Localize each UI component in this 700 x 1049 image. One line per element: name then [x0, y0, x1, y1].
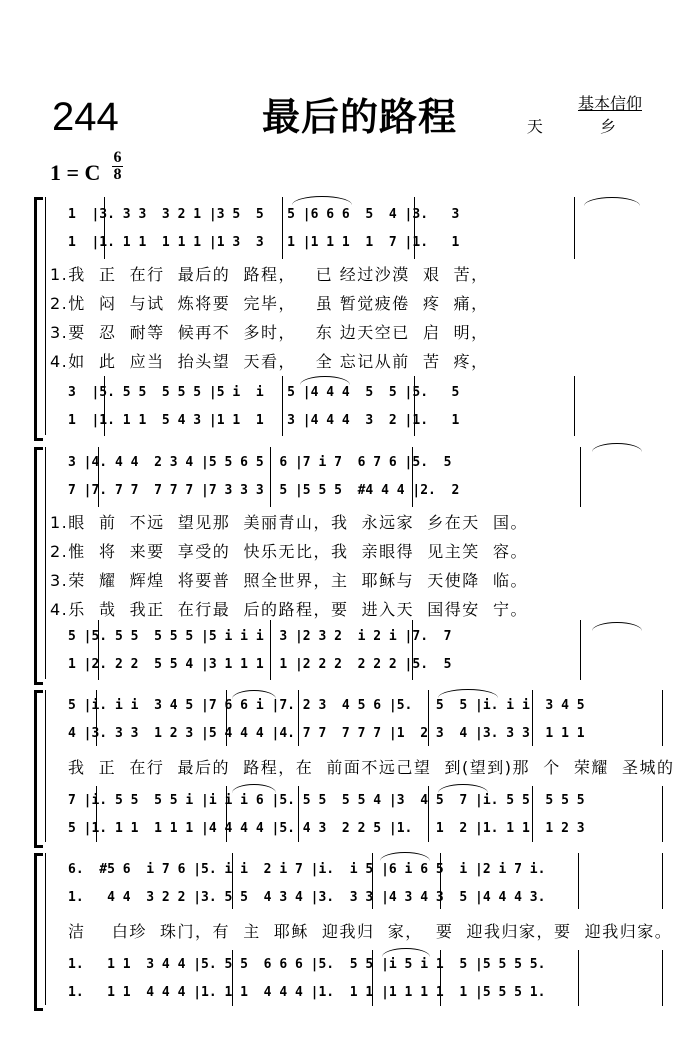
- slur-mark: [592, 622, 642, 631]
- lyric-line: 3.荣 耀 辉煌 将要普 照全世界，主 耶稣与 天使降 临。: [50, 571, 528, 590]
- bar-line: [662, 950, 663, 1006]
- system-brace: [34, 853, 43, 1011]
- bar-line: [580, 620, 581, 680]
- hymn-number: 244: [52, 95, 119, 139]
- slur-mark: [592, 443, 642, 452]
- melody-row: 7 |7. 7 7 7 7 7 |7 3 3 3 5 |5 5 5 #4 4 4 |2. 2: [68, 483, 460, 498]
- page-title: 最后的路程: [262, 95, 458, 139]
- system-line: [45, 197, 46, 435]
- bass-row: 1. 1 1 4 4 4 |1. 1 1 4 4 4 |1. 1 1 |1 1 1 1 1 |5 5 5 1.: [68, 985, 546, 1000]
- melody-row: 1. 4 4 3 2 2 |3. 5 5 4 3 4 |3. 3 3 |4 3 4 3 5 |4 4 4 3.: [68, 890, 546, 905]
- hymn-author: 天 乡: [526, 117, 642, 136]
- bar-line: [574, 197, 575, 259]
- bass-row: 3 |5. 5 5 5 5 5 |5 i i 5 |4 4 4 5 5 |5. 5: [68, 385, 460, 400]
- lyric-line: 2.惟 将 来要 享受的 快乐无比，我 亲眼得 见主笑 容。: [50, 542, 528, 561]
- bass-row: 5 |5. 5 5 5 5 5 |5 i i i 3 |2 3 2 i 2 i |7. 7: [68, 629, 452, 644]
- bar-line: [662, 853, 663, 909]
- key-signature: 1 = C: [50, 160, 101, 185]
- lyric-line: 2.忧 闷 与试 炼将要 完毕， 虽 暂觉疲倦 疼 痛，: [50, 294, 489, 313]
- melody-row: 1 |1. 1 1 1 1 1 |1 3 3 1 |1 1 1 1 7 |1. 1: [68, 235, 460, 250]
- bar-line: [662, 786, 663, 842]
- bass-row: 1 |1. 1 1 5 4 3 |1 1 1 3 |4 4 4 3 2 |1. 1: [68, 413, 460, 428]
- bar-line: [578, 853, 579, 909]
- bar-line: [662, 690, 663, 746]
- bass-row: 1. 1 1 3 4 4 |5. 5 5 6 6 6 |5. 5 5 |i 5 i 1 5 |5 5 5 5.: [68, 957, 546, 972]
- melody-row: 3 |4. 4 4 2 3 4 |5 5 6 5 6 |7 i 7 6 7 6 |5. 5: [68, 455, 452, 470]
- system-line: [45, 447, 46, 679]
- bar-line: [580, 447, 581, 507]
- bar-line: [574, 376, 575, 436]
- system-brace: [34, 197, 43, 441]
- time-signature-top: 6: [113, 149, 122, 166]
- melody-row: 6. #5 6 i 7 6 |5. i i 2 i 7 |i. i 5 |6 i 6 5 i |2 i 7 i.: [68, 862, 546, 877]
- hymn-category: 基本信仰: [577, 94, 642, 113]
- melody-row: 4 |3. 3 3 1 2 3 |5 4 4 4 |4. 7 7 7 7 7 |1 2 3 4 |3. 3 3 1 1 1: [68, 726, 585, 741]
- lyric-line: 4.乐 哉 我正 在行最 后的路程，要 进入天 国得安 宁。: [50, 600, 528, 619]
- lyric-line: 1.眼 前 不远 望见那 美丽青山，我 永远家 乡在天 国。: [50, 513, 528, 532]
- lyric-line: 4.如 此 应当 抬头望 天看， 全 忘记从前 苦 疼，: [50, 352, 489, 371]
- bass-row: 1 |2. 2 2 5 5 4 |3 1 1 1 1 |2 2 2 2 2 2 |5. 5: [68, 657, 452, 672]
- bass-row: 7 |i. 5 5 5 5 i |i i i 6 |5. 5 5 5 5 4 |3 4 5 7 |i. 5 5 5 5 5: [68, 793, 585, 808]
- time-signature: [112, 150, 123, 183]
- lyric-line: 1.我 正 在行 最后的 路程， 已 经过沙漠 艰 苦，: [50, 265, 489, 284]
- system-line: [45, 853, 46, 1005]
- lyric-line: 洁 白珍 珠门，有 主 耶稣 迎我归 家， 要 迎我归家，要 迎我归家。: [68, 922, 673, 941]
- lyric-line: 我 正 在行 最后的 路程，在 前面不远己望 到(望到)那 个 荣耀 圣城的: [68, 758, 675, 777]
- system-brace: [34, 690, 43, 848]
- melody-row: 1 |3. 3 3 3 2 1 |3 5 5 5 |6 6 6 5 4 |3. 3: [68, 207, 460, 222]
- lyric-line: 3.要 忍 耐等 候再不 多时， 东 边天空已 启 明，: [50, 323, 489, 342]
- slur-mark: [584, 197, 640, 206]
- time-signature-bottom: 8: [113, 166, 122, 183]
- bass-row: 5 |1. 1 1 1 1 1 |4 4 4 4 |5. 4 3 2 2 5 |1. 1 2 |1. 1 1 1 2 3: [68, 821, 585, 836]
- melody-row: 5 |i. i i 3 4 5 |7 6 6 i |7. 2 3 4 5 6 |5. 5 5 |i. i i 3 4 5: [68, 698, 585, 713]
- system-brace: [34, 447, 43, 685]
- system-line: [45, 690, 46, 842]
- bar-line: [578, 950, 579, 1006]
